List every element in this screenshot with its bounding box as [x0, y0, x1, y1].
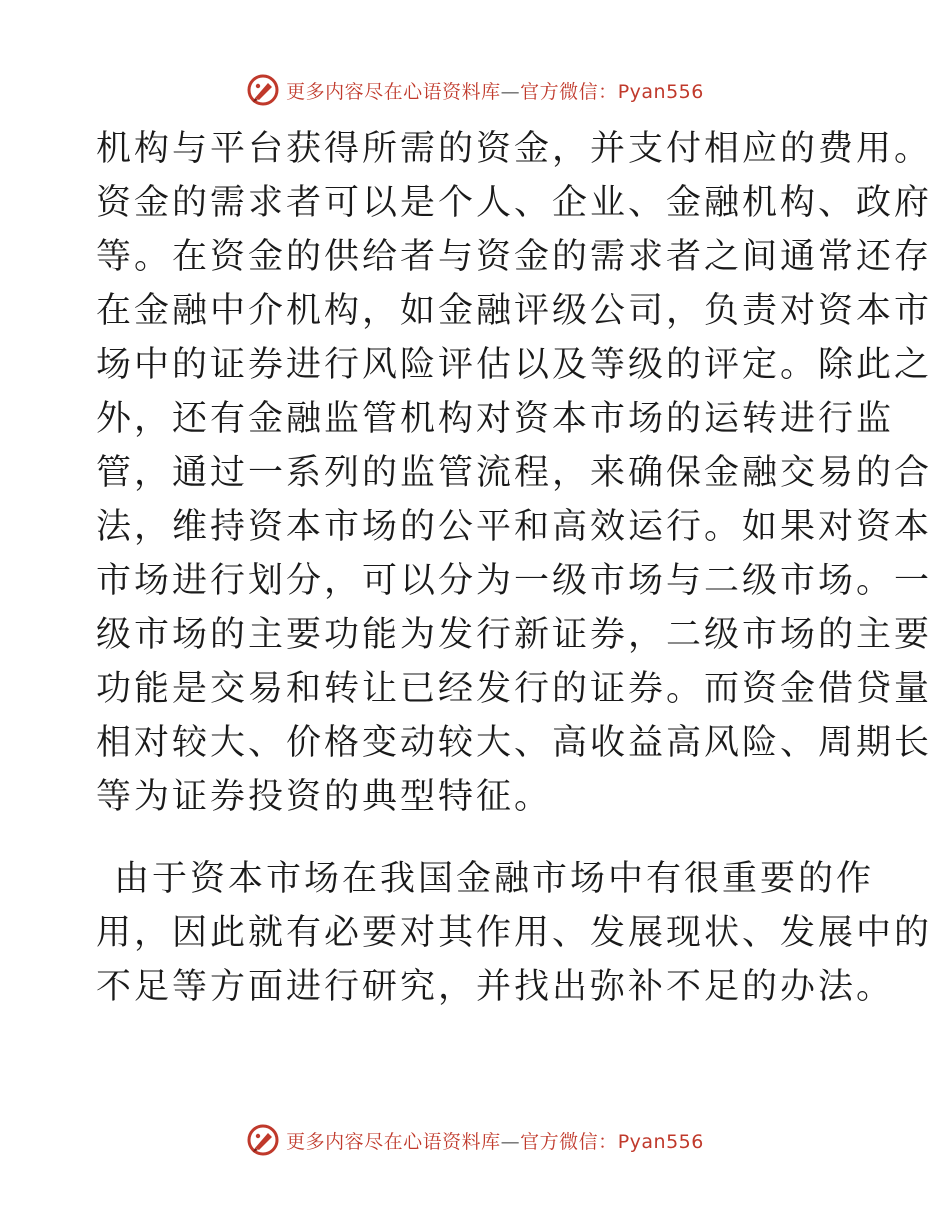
header-wechat-label: 官方微信： [520, 80, 618, 103]
text-line: 等为证券投资的典型特征。 [96, 777, 553, 817]
footer-brand-name: 更多内容尽在心语资料库 [286, 1130, 501, 1153]
footer-wechat-label: 官方微信： [520, 1130, 618, 1153]
text-line: 在金融中介机构，如金融评级公司，负责对资本市 [96, 291, 933, 331]
text-line: 管，通过一系列的监管流程，来确保金融交易的合 [96, 453, 933, 493]
page-header [0, 70, 950, 110]
text-line: 场中的证券进行风险评估以及等级的评定。除此之 [96, 345, 933, 385]
text-line: 级市场的主要功能为发行新证券，二级市场的主要 [96, 615, 933, 655]
header-separator: — [500, 80, 521, 103]
header-brand-name: 更多内容尽在心语资料库 [286, 80, 501, 103]
text-line: 等。在资金的供给者与资金的需求者之间通常还存 [96, 237, 933, 277]
text-line: 不足等方面进行研究，并找出弥补不足的办法。 [96, 967, 895, 1007]
footer-brand-text [286, 1127, 704, 1154]
footer-separator: — [500, 1130, 521, 1153]
page-footer [0, 1120, 950, 1160]
text-line: 外，还有金融监管机构对资本市场的运转进行监 [96, 399, 895, 439]
footer-brand [246, 1123, 704, 1157]
paragraph-2 [96, 852, 933, 1014]
text-line: 市场进行划分，可以分为一级市场与二级市场。一 [96, 561, 933, 601]
header-wechat-id: Pyan556 [617, 80, 704, 103]
text-line: 相对较大、价格变动较大、高收益高风险、周期长 [96, 723, 933, 763]
pen-circle-logo-icon [246, 1123, 280, 1157]
text-line: 由于资本市场在我国金融市场中有很重要的作 [114, 859, 875, 899]
text-line: 法，维持资本市场的公平和高效运行。如果对资本 [96, 507, 933, 547]
footer-wechat-id: Pyan556 [617, 1130, 704, 1153]
header-brand [246, 73, 704, 107]
header-brand-text [286, 77, 704, 104]
pen-circle-logo-icon [246, 73, 280, 107]
text-line: 用，因此就有必要对其作用、发展现状、发展中的 [96, 913, 933, 953]
text-line: 功能是交易和转让已经发行的证券。而资金借贷量 [96, 669, 933, 709]
text-line: 机构与平台获得所需的资金，并支付相应的费用。 [96, 129, 933, 169]
paragraph-1 [96, 122, 933, 824]
document-body [96, 122, 933, 1014]
text-line: 资金的需求者可以是个人、企业、金融机构、政府 [96, 183, 933, 223]
